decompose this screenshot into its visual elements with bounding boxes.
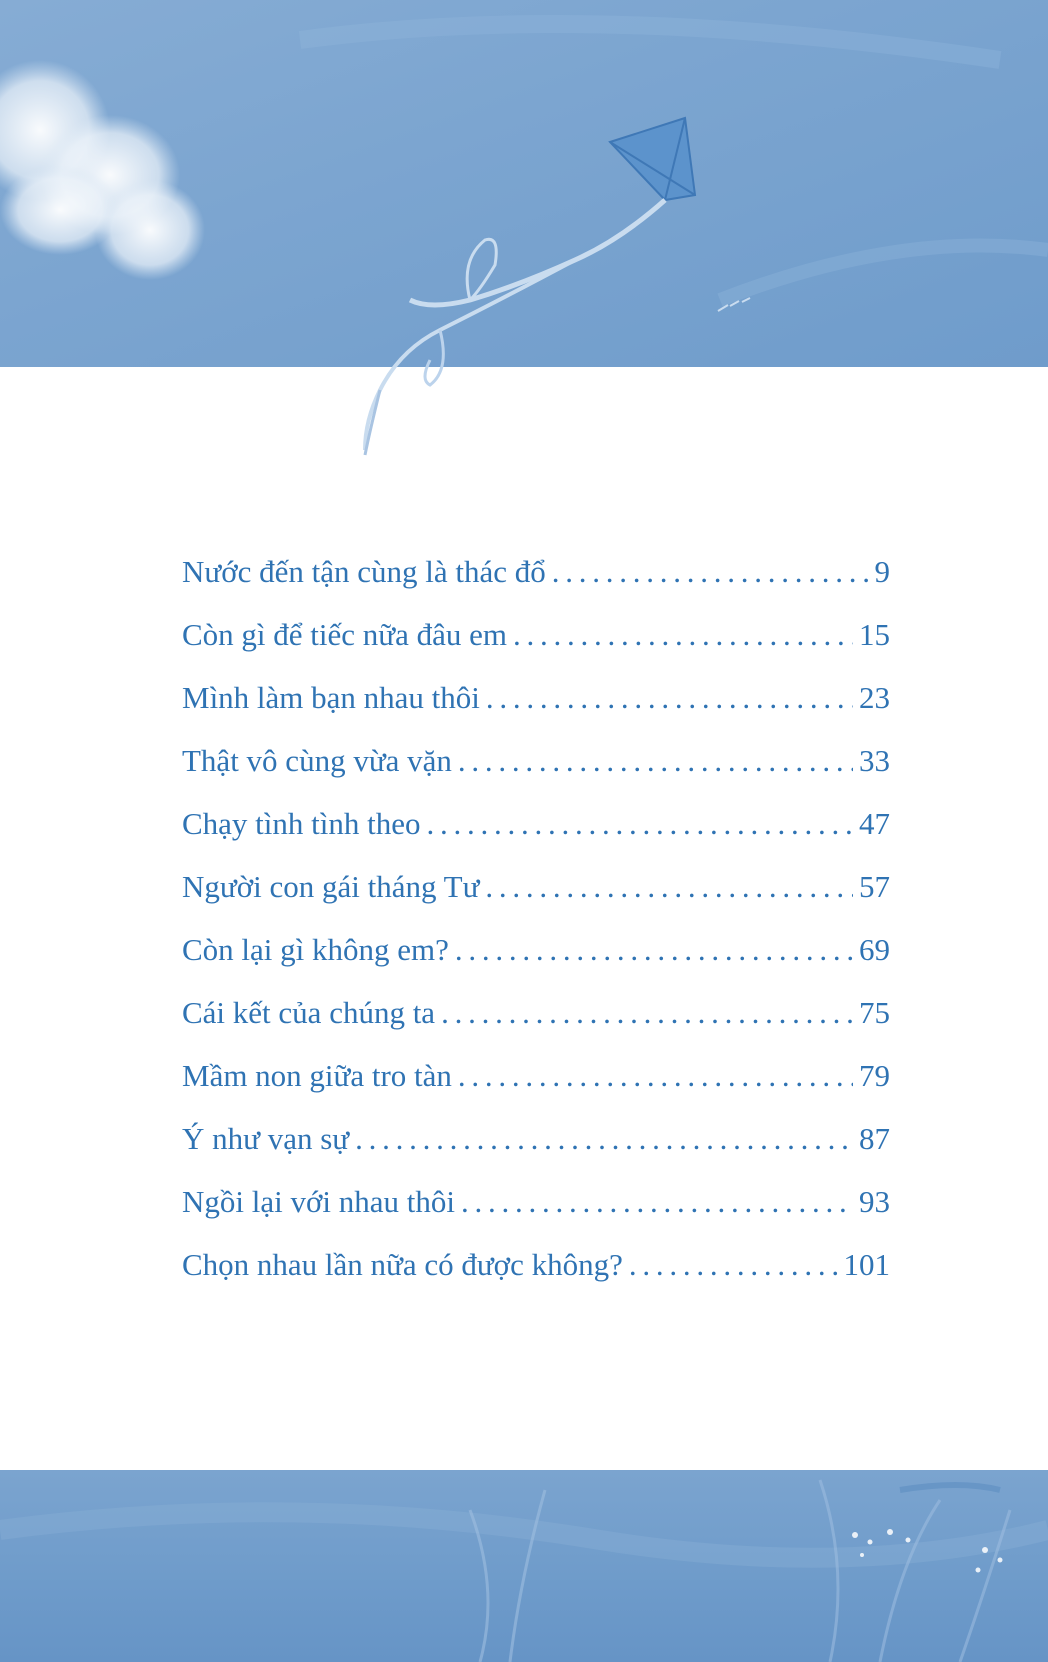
toc-dot-leader — [486, 666, 853, 729]
bottom-sky-illustration — [0, 1470, 1048, 1662]
toc-entry-page: 9 — [874, 554, 890, 589]
toc-dot-leader — [355, 1107, 853, 1170]
toc-dot-leader — [485, 855, 853, 918]
toc-entry[interactable] — [182, 603, 890, 666]
toc-dot-leader — [629, 1233, 838, 1296]
toc-entry[interactable] — [182, 1170, 890, 1233]
toc-entry-title: Chọn nhau lần nữa có được không? — [182, 1247, 623, 1282]
toc-entry[interactable] — [182, 666, 890, 729]
toc-entry-title: Mình làm bạn nhau thôi — [182, 680, 480, 715]
toc-entry-title: Ý như vạn sự — [182, 1121, 350, 1156]
toc-entry-page: 75 — [859, 995, 890, 1030]
toc-entry-page: 79 — [859, 1058, 890, 1093]
toc-entry[interactable] — [182, 792, 890, 855]
table-of-contents — [182, 540, 890, 1296]
toc-dot-leader — [458, 729, 853, 792]
toc-dot-leader — [427, 792, 853, 855]
toc-entry[interactable] — [182, 981, 890, 1044]
toc-dot-leader — [552, 540, 869, 603]
toc-entry-page: 15 — [859, 617, 890, 652]
toc-entry-page: 57 — [859, 869, 890, 904]
cloud-illustration — [0, 0, 1048, 367]
toc-entry[interactable] — [182, 1044, 890, 1107]
toc-entry-title: Còn gì để tiếc nữa đâu em — [182, 617, 507, 652]
grass-illustration — [0, 1470, 1048, 1662]
toc-entry[interactable] — [182, 1233, 890, 1296]
toc-entry-title: Cái kết của chúng ta — [182, 995, 436, 1030]
toc-entry[interactable] — [182, 1107, 890, 1170]
toc-entry-page: 101 — [843, 1247, 890, 1282]
toc-dot-leader — [458, 1044, 853, 1107]
toc-entry-page: 93 — [859, 1184, 890, 1219]
toc-entry-page: 47 — [859, 806, 890, 841]
toc-entry[interactable] — [182, 918, 890, 981]
toc-dot-leader — [513, 603, 853, 666]
toc-entry-page: 33 — [859, 743, 890, 778]
toc-entry-page: 23 — [859, 680, 890, 715]
toc-entry-title: Ngồi lại với nhau thôi — [182, 1184, 455, 1219]
toc-entry-title: Còn lại gì không em? — [182, 932, 449, 967]
toc-entry-title: Chạy tình tình theo — [182, 806, 421, 841]
toc-entry[interactable] — [182, 540, 890, 603]
toc-entry-title: Thật vô cùng vừa vặn — [182, 743, 452, 778]
toc-entry[interactable] — [182, 729, 890, 792]
toc-dot-leader — [455, 918, 853, 981]
toc-dot-leader — [441, 981, 853, 1044]
toc-entry-page: 69 — [859, 932, 890, 967]
toc-dot-leader — [461, 1170, 853, 1233]
toc-entry-title: Nước đến tận cùng là thác đổ — [182, 554, 546, 589]
toc-entry-page: 87 — [859, 1121, 890, 1156]
toc-entry[interactable] — [182, 855, 890, 918]
toc-entry-title: Mầm non giữa tro tàn — [182, 1058, 452, 1093]
top-sky-illustration — [0, 0, 1048, 367]
toc-entry-title: Người con gái tháng Tư — [182, 869, 480, 904]
